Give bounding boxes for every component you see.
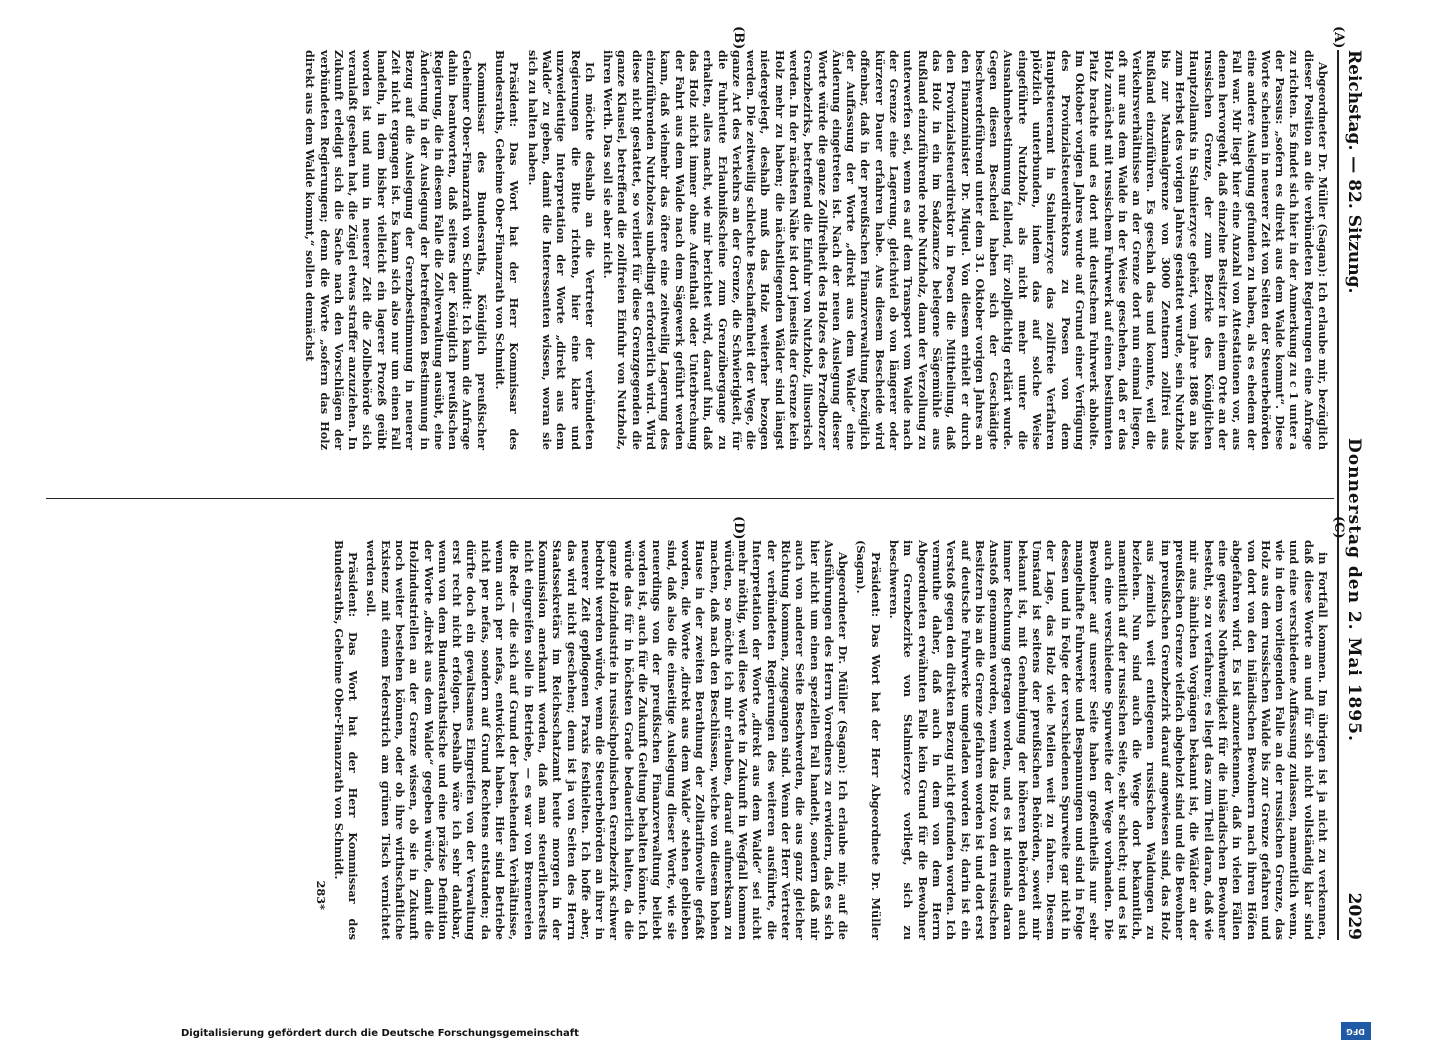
margin-marker-c: (C) — [1331, 516, 1346, 539]
page-header — [1344, 50, 1374, 940]
margin-marker-b: (B) — [731, 26, 746, 50]
dfg-logo — [1341, 1022, 1371, 1040]
paragraph: Abgeordneter Dr. Müller (Sagan): Ich erlaube mir, bezüglich dieser Position an die verbündeten Regierungen eine Anfrage zu richten. Es findet sich hier in der Anmerkung zu c 1 unter a der Passus: „sofern es direkt aus dem Walde kommt“. Diese Worte scheinen in neuerer Zeit von Seiten der Steuerbehörden eine andere Auslegung gefunden zu haben, als es ehedem der Fall war. Mir liegt hier eine Anzahl von Attestationen vor, aus denen hervorgeht, daß einzelne Besitzer in einem Orte an der russischen Grenze, der zum Bezirke des Königlichen Hauptzollamts in Stalmierzyce gehört, vom Jahre 1886 an bis zum Herbst des vorigen Jahres gestattet wurde, sein Nutzholz bis zur Maximalgrenze von 3000 Zentnern zollfrei aus Rußland einzuführen. Es geschah das und konnte, weil die Verkehrsverhältnisse an der Grenze dort nun einmal liegen, oft nur aus dem Walde in der Weise geschehen, daß er das Holz zunächst mit russischem Fuhrwerk auf einen bestimmten Platz brachte und es dort mit deutschem Fuhrwerk abholte. Im Oktober vorigen Jahres wurde auf Grund einer Verfügung des Provinzialsteuerdirektors zu Posen von dem Hauptsteueramt in Stalmierzyce das zollfreie Verfahren plötzlich unterbunden, indem das auf solche Weise eingeführte Nutzholz, als nicht mehr unter die Ausnahmebestimmung fallend, für zollpflichtig erklärt wurde. Gegen diesen Bescheid haben sich der Geschädigte beschwerdeführend unter dem 31. Oktober vorigen Jahres an den Finanzminister Dr. Miquel. Von diesem erhielt er durch den Provinzialsteuerdirektor in Posen die Mittheilung, daß das Holz in ein im Sadzamcze belegene Sägemühle aus Rußland einzuführende rohe Nutzholz, dann der Verzollung zu unterwerfen sei, wenn es auf dem Transport vom Walde nach der Grenze eine Lagerung, gleichviel ob von längerer oder kürzerer Dauer erfahren habe. Aus diesem Bescheide wird offenbar, daß in der preußischen Finanzverwaltung bezüglich der Auffassung der Worte „direkt aus dem Walde“ eine Änderung eingetreten ist. Nach der neuen Auslegung dieser Worte würde die ganze Zollfreiheit des Holzes des Przedborzer Grenzbezirks, betreffend die Einfuhr von Nutzholz, illusorisch werden. In der nächsten Nähe ist dort jenseits der Grenze kein Holz mehr zu haben; die nächstliegenden Wälder sind längst niedergelegt, deshalb muß das Holz weiterher bezogen werden. Die zeitweilig schlechte Beschaffenheit der Wege, die ganze Art des Verkehrs an der Grenze, die Schwierigkeit, für die Fuhrleute Erlaubnißscheine zum Grenzübergange zu erhalten, alles macht, wie mir berichtet wird, darauf hin, daß das Holz nicht immer ohne Aufenthalt oder Unterbrechung der Fahrt aus dem Walde nach dem Sägewerk geführt werden kann, daß vielmehr das öftere eine zeitweilig Lagerung des einzuführenden Nutzholzes unbedingt erforderlich wird. Wird diese nicht gestattet, so verliert für diese Grenzgegenden die ganze Klausel, betreffend die zollfreien Einfuhr von Nutzholz, ihren Werth. Das soll sie aber nicht. — [601, 50, 1330, 450]
paragraph: Kommissar des Bundesraths, Königlich preußischer Geheimer Ober-Finanzrath von Schmidt: Ich kann die Anfrage dahin beantworten, daß seitens der Königlich preußischen Regierung, die in diesem Falle die Zollverwaltung ausübt, eine Änderung in der Auslegung der betreffenden Bestimmung in Bezug auf die Auslegung der Grenzbestimmung in neuerer Zeit nicht ergangen ist. Es kann sich also nur um einen Fall handeln, in dem bisher vielleicht ein lagerer Prozeß geübt worden ist und nun in neuerer Zeit die Zollbehörde sich veranlaßt gesehen hat, die Zügel etwas straffer anzuziehen. In Zukunft erledigt sich die Sache nach den Vorschlägen der verbündeten Regierungen; denn die Worte „sofern das Holz direkt aus dem Walde kommt,“ sollen demnächst — [303, 50, 489, 450]
paragraph: Präsident: Das Wort hat der Herr Kommissar des Bundesraths, Geheime Ober-Finanzrath von Schmidt. — [331, 540, 361, 940]
margin-marker-d: (D) — [731, 516, 746, 540]
paragraph: in Fortfall kommen. Im übrigen ist ja nicht zu verkennen, daß diese Worte an und für sich nicht vollständig klar sind und eine verschiedene Auffassung zulassen, namentlich wenn, wie in dem vorliegenden Falle an der russischen Grenze, das Holz aus dem russischen Walde bis zur Grenze gefahren und von dort von den inländischen Bewohnern nach ihren Höfen abgefahren wird. Es ist anzuerkennen, daß in vielen Fällen eine gewisse Nothwendigkeit für die inländischen Bewohner besteht, so zu verfahren; es liegt das zum Theil daran, daß wie mir aus ähnlichen Vorgängen bekannt ist, die Wälder an der preußischen Grenze vielfach abgeholzt sind und die Bewohner im preußischen Grenzbezirk darauf angewiesen sind, das Holz aus ziemlich weit entlegenen russischen Waldungen zu beziehen. Nun sind auch die Wege dort bekanntlich, namentlich auf der russischen Seite, sehr schlecht; und es ist auch eine verschiedene Spurweite der Wege vorhanden. Die Bewohner auf unserer Seite haben großentheils nur sehr mangelhafte Fuhrwerke und Bespannungen und sind in Folge dessen und in Folge der verschiedenen Spurweite gar nicht in der Lage, das Holz viele Meilen weit zu fahren. Diesem Umstand ist seitens der preußischen Behörden, soweit mir bekannt ist, mit Genehmigung der höheren Behörden auch immer Rechnung getragen worden, und es ist niemals daran Anstoß genommen worden, wenn das Holz von den russischen Besitzern bis an die Grenze gefahren worden ist und dort erst auf deutsche Fuhrwerke umgeladen worden ist; darin ist ein Verstoß gegen den direkten Bezug nicht gefunden worden. Ich vermuthe daher, daß auch in dem von dem Herrn Abgeordneten erwähnten Falle kein Grund für die Bewohner im Grenzbezirke von Stalmierzyce vorliegt, sich zu beschweren. — [887, 540, 1330, 940]
paragraph: Abgeordneter Dr. Müller (Sagan): Ich erlaube mir, auf die Ausführungen des Herrn Vorredners zu erwidern, daß es sich hier nicht um einen speziellen Fall handelt, sondern daß mir auch von anderer Seite Beschwerden, die aus ganz gleicher Richtung kommen, zugegangen sind. Wenn der Herr Vertreter der verbündeten Regierungen des weiteren ausführte, die Interpretation der Worte „direkt aus dem Walde“ sei nicht mehr nöthig, weil diese Worte in Zukunft in Wegfall kommen würden, so möchte ich mir erlauben, darauf aufmerksam zu machen, daß nach den Beschlüssen, welche von diesem hohen Hause in der zweiten Berathung der Zolltarifnovelle gefaßt worden, die Worte „direkt aus dem Walde“ stehen geblieben sind, daß also die einseitige Auslegung dieser Worte, wie sie neuerdings von der preußischen Finanzverwaltung beliebt worden ist, auch für die Zukunft Geltung behalten könnte. Ich würde das für in höchsten Grade bedauerlich halten, da die ganze Holzindustrie in russischpolnischen Grenzbezirk schwer bedroht werden würde, wenn die Steuerbehörden an ihrer in neuerer Zeit gepflogenen Praxis festhielten. Ich hoffe aber, das wird nicht geschehen; denn ist ja von Seiten des Herrn Staatssekretärs im Reichsschatzamt heute morgen in der Kommission anerkannt worden, daß man steuerlicherseits nicht eingreifen solle in Betriebe, — es war von Brennereien die Rede — die sich auf Grund der bestehenden Verhältnisse, wenn auch per nefas, entwickelt haben. Hier sind Betriebe nicht per nefas, sondern auf Grund Rechtens entstanden; da dürfte doch ein gewaltsames Eingreifen von der Verwaltung erst recht nicht erfolgen. Deshalb wäre ich sehr dankbar, wenn von dem Bundesrathstische und eine präzise Definition der Worte „direkt aus dem Walde“ gegeben würde, damit die Holzindustriellen an der Grenze wissen, ob sie in Zukunft noch weiter bestehen können, oder ob ihre wirthschaftliche Existenz mit einem Federstrich am grünen Tisch vernichtet werden soll. — [364, 540, 851, 940]
digitization-note: Digitalisierung gefördert durch die Deutsche Forschungsgemeinschaft — [181, 1028, 579, 1039]
header-date: Donnerstag den 2. Mai 1895. — [1344, 438, 1364, 742]
header-session: Reichstag. — 82. Sitzung. — [1344, 50, 1364, 294]
paragraph: Präsident: Das Wort hat der Herr Abgeordnete Dr. Müller (Sagan). — [854, 540, 883, 940]
paragraph: Ich möchte deshalb an die Vertreter der verbündeten Regierungen die Bitte richten, hier eine klare und unzweideutige Interpretation der Worte „direkt aus dem Walde“ zu geben, damit die Interessenten wissen, woran sie sich zu halten haben. — [525, 50, 597, 450]
page-signature: 283* — [313, 880, 328, 910]
right-column — [76, 540, 1330, 940]
paragraph: Präsident: Das Wort hat der Herr Kommissar des Bundesraths, Geheime Ober-Finanzrath von Schmidt. — [493, 50, 522, 450]
dfg-margin — [161, 1028, 1361, 1048]
margin-marker-a: (A) — [1331, 26, 1346, 49]
column-divider — [46, 498, 1334, 499]
left-column — [76, 50, 1330, 450]
page-number: 2029 — [1344, 892, 1364, 940]
dfg-logo-text: DFG — [1346, 1026, 1366, 1036]
header-rule — [1337, 50, 1339, 940]
rotated-page — [46, 20, 1386, 1039]
